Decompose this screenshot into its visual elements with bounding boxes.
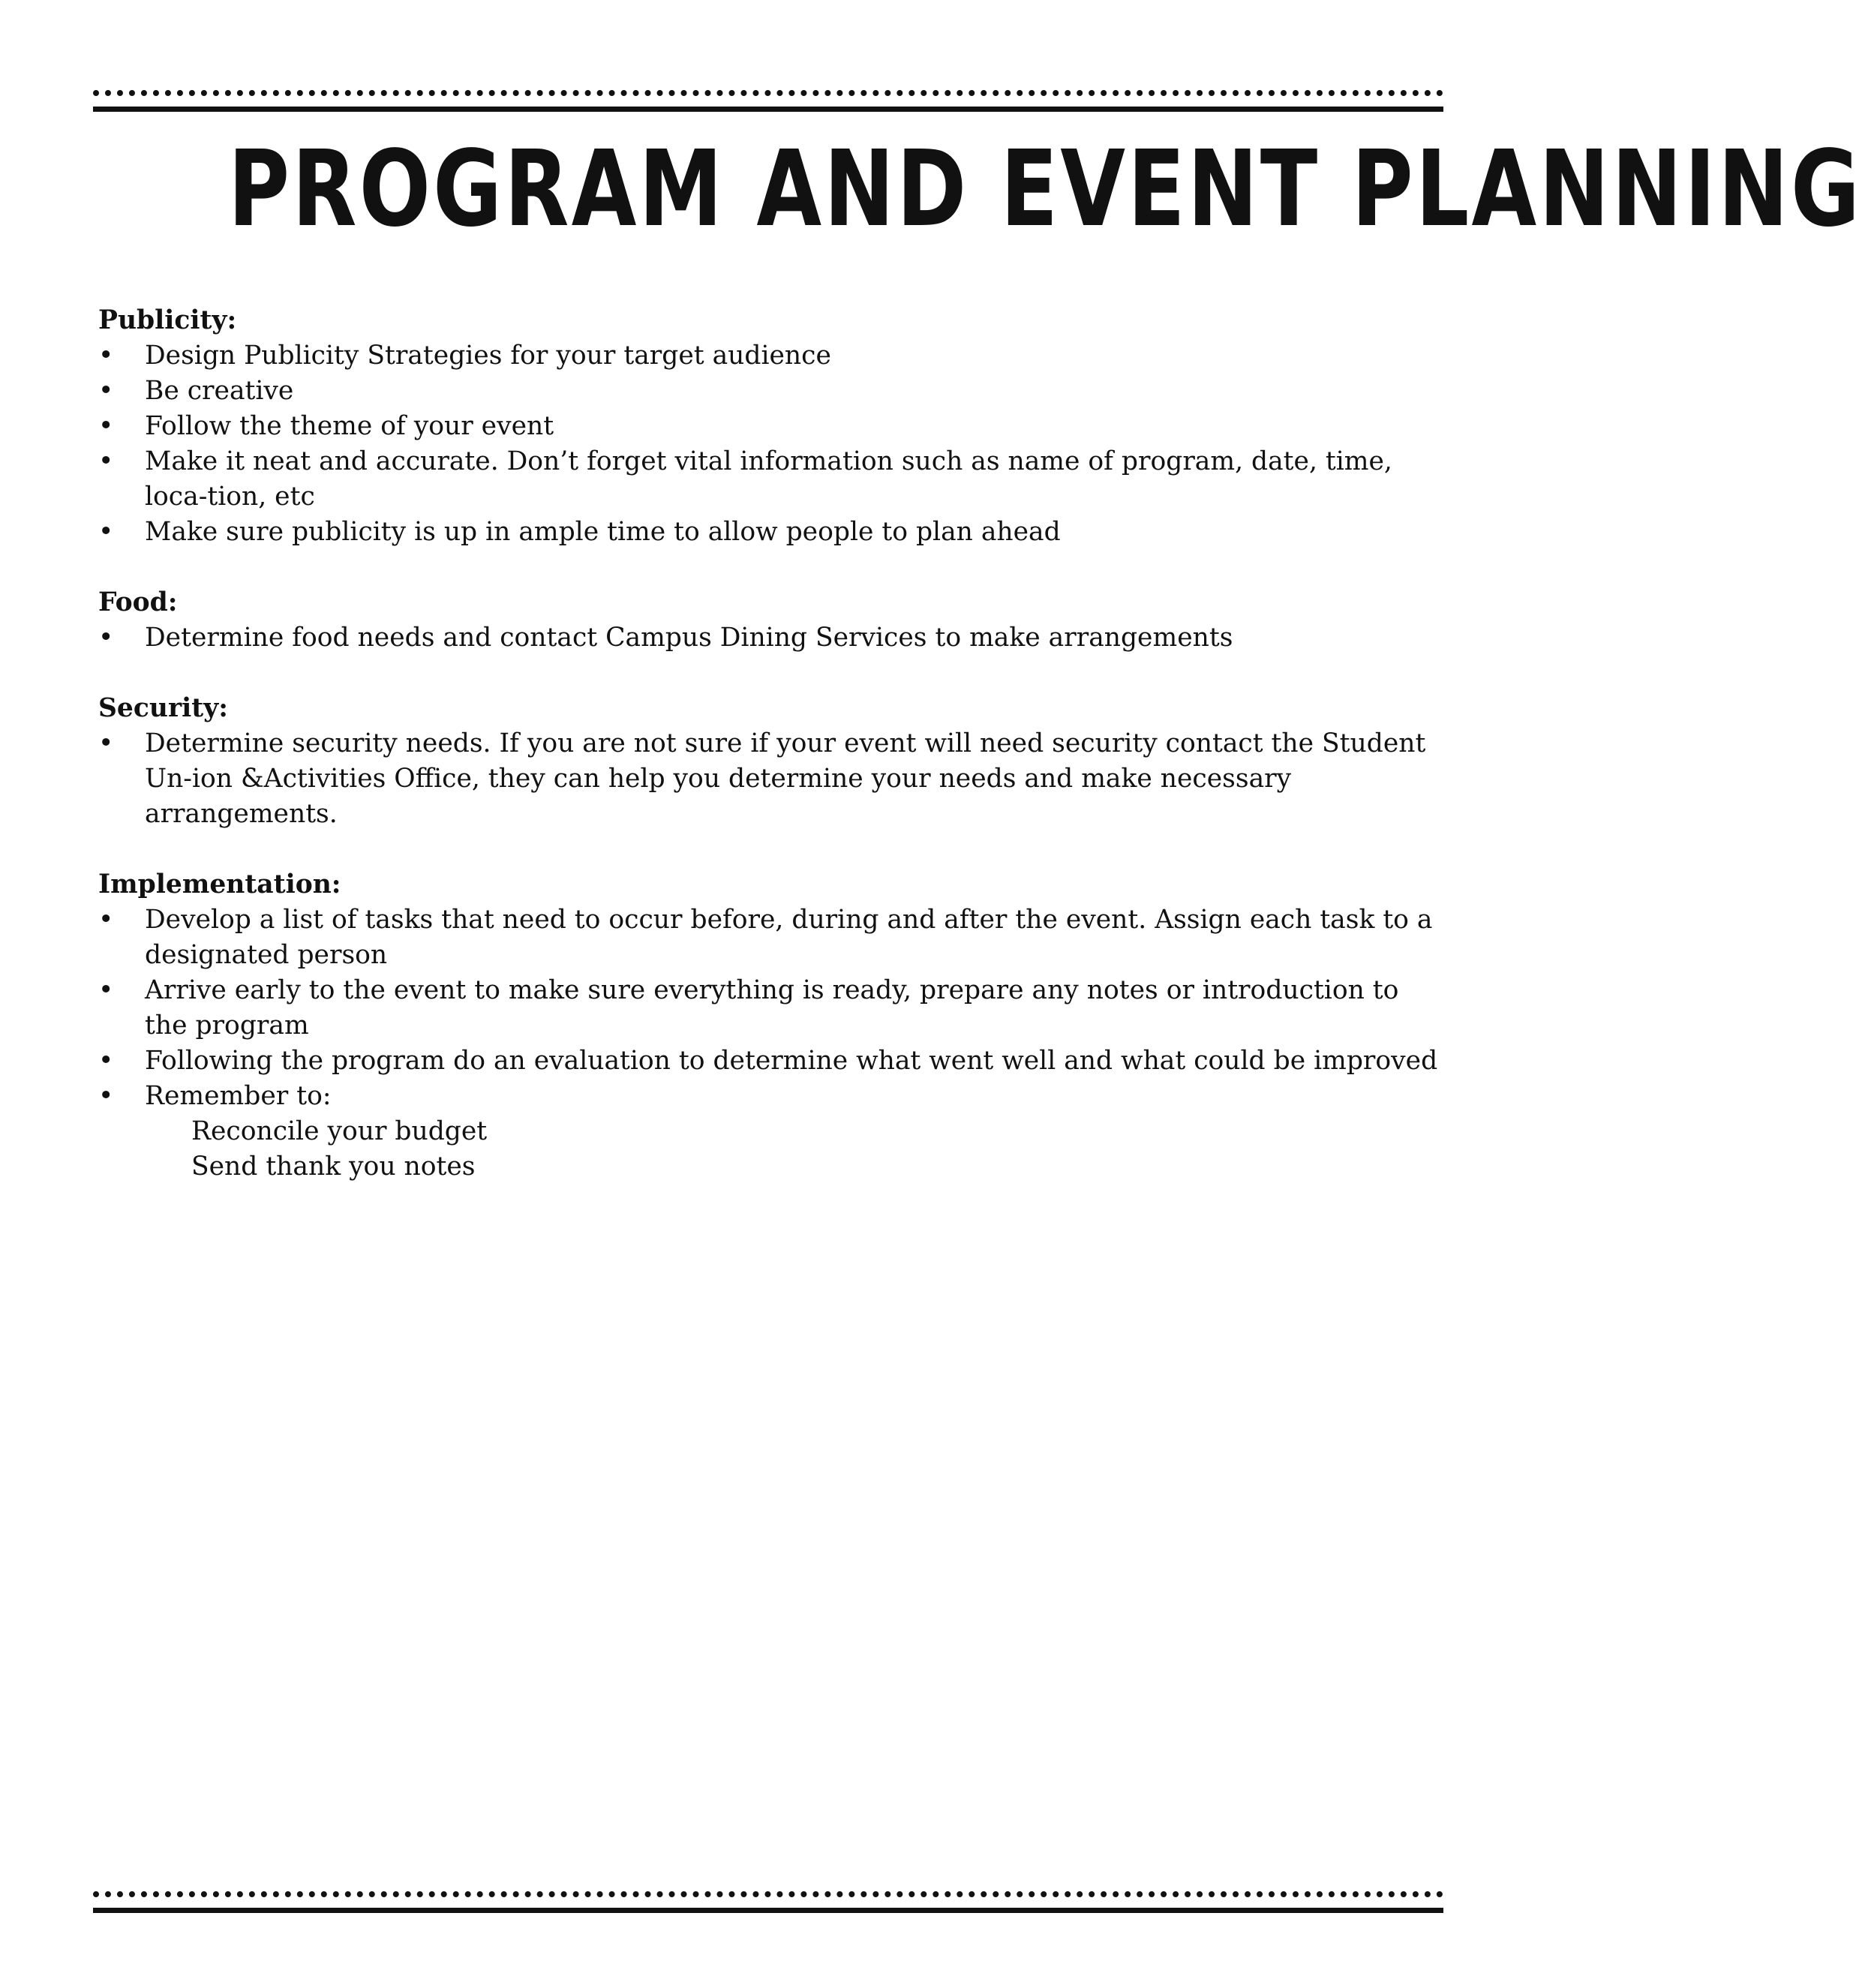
list-item: • Determine food needs and contact Campus Dining Services to make arrangements bbox=[98, 620, 1441, 656]
section-heading-publicity: Publicity: bbox=[98, 305, 237, 335]
document-body bbox=[98, 303, 1441, 1220]
list-item: • Make it neat and accurate. Don’t forget vital information such as name of program, date, time, loca-tion, etc bbox=[98, 444, 1441, 515]
top-dotted-rule bbox=[93, 90, 1443, 96]
sub-item-reconcile-budget: Reconcile your budget bbox=[191, 1116, 488, 1146]
section-security bbox=[98, 691, 1441, 832]
list-item: • Design Publicity Strategies for your target audience bbox=[98, 338, 1441, 374]
list-item: • Develop a list of tasks that need to occur before, during and after the event. Assign each task to a designated person bbox=[98, 902, 1441, 973]
list-item: • Following the program do an evaluation to determine what went well and what could be improved bbox=[98, 1044, 1441, 1079]
bullet-icon: • bbox=[98, 1046, 114, 1076]
bullet-icon: • bbox=[98, 517, 114, 547]
sub-item-thank-you-notes: Send thank you notes bbox=[191, 1152, 476, 1182]
bullet-icon: • bbox=[98, 341, 114, 371]
list-item: • Remember to: bbox=[98, 1079, 1441, 1114]
list-item: • Arrive early to the event to make sure everything is ready, prepare any notes or introduction to the program bbox=[98, 973, 1441, 1044]
list-item: • Make sure publicity is up in ample time to allow people to plan ahead bbox=[98, 515, 1441, 550]
security-list bbox=[98, 726, 1441, 832]
page-title: PROGRAM AND EVENT PLANNING bbox=[228, 128, 1862, 251]
bottom-solid-rule bbox=[93, 1908, 1443, 1913]
bullet-icon: • bbox=[98, 905, 114, 935]
bullet-icon: • bbox=[98, 446, 114, 476]
food-list bbox=[98, 620, 1441, 656]
publicity-list bbox=[98, 338, 1441, 550]
section-publicity bbox=[98, 303, 1441, 550]
section-food bbox=[98, 585, 1441, 656]
bullet-icon: • bbox=[98, 975, 114, 1005]
bottom-dotted-rule bbox=[93, 1891, 1443, 1897]
bullet-icon: • bbox=[98, 376, 114, 406]
list-item: • Determine security needs. If you are not sure if your event will need security contact the Student Un-ion &Activities Office, they can help you determine your needs and make necessary arrangements. bbox=[98, 726, 1441, 832]
bullet-icon: • bbox=[98, 728, 114, 758]
list-item: • Follow the theme of your event bbox=[98, 409, 1441, 444]
bullet-icon: • bbox=[98, 623, 114, 653]
top-solid-rule bbox=[93, 107, 1443, 112]
implementation-list bbox=[98, 902, 1441, 1114]
section-heading-security: Security: bbox=[98, 693, 228, 723]
bullet-icon: • bbox=[98, 1081, 114, 1111]
section-heading-food: Food: bbox=[98, 587, 178, 617]
bullet-icon: • bbox=[98, 411, 114, 441]
section-implementation bbox=[98, 867, 1441, 1185]
list-item: • Be creative bbox=[98, 374, 1441, 409]
section-heading-implementation: Implementation: bbox=[98, 869, 341, 899]
